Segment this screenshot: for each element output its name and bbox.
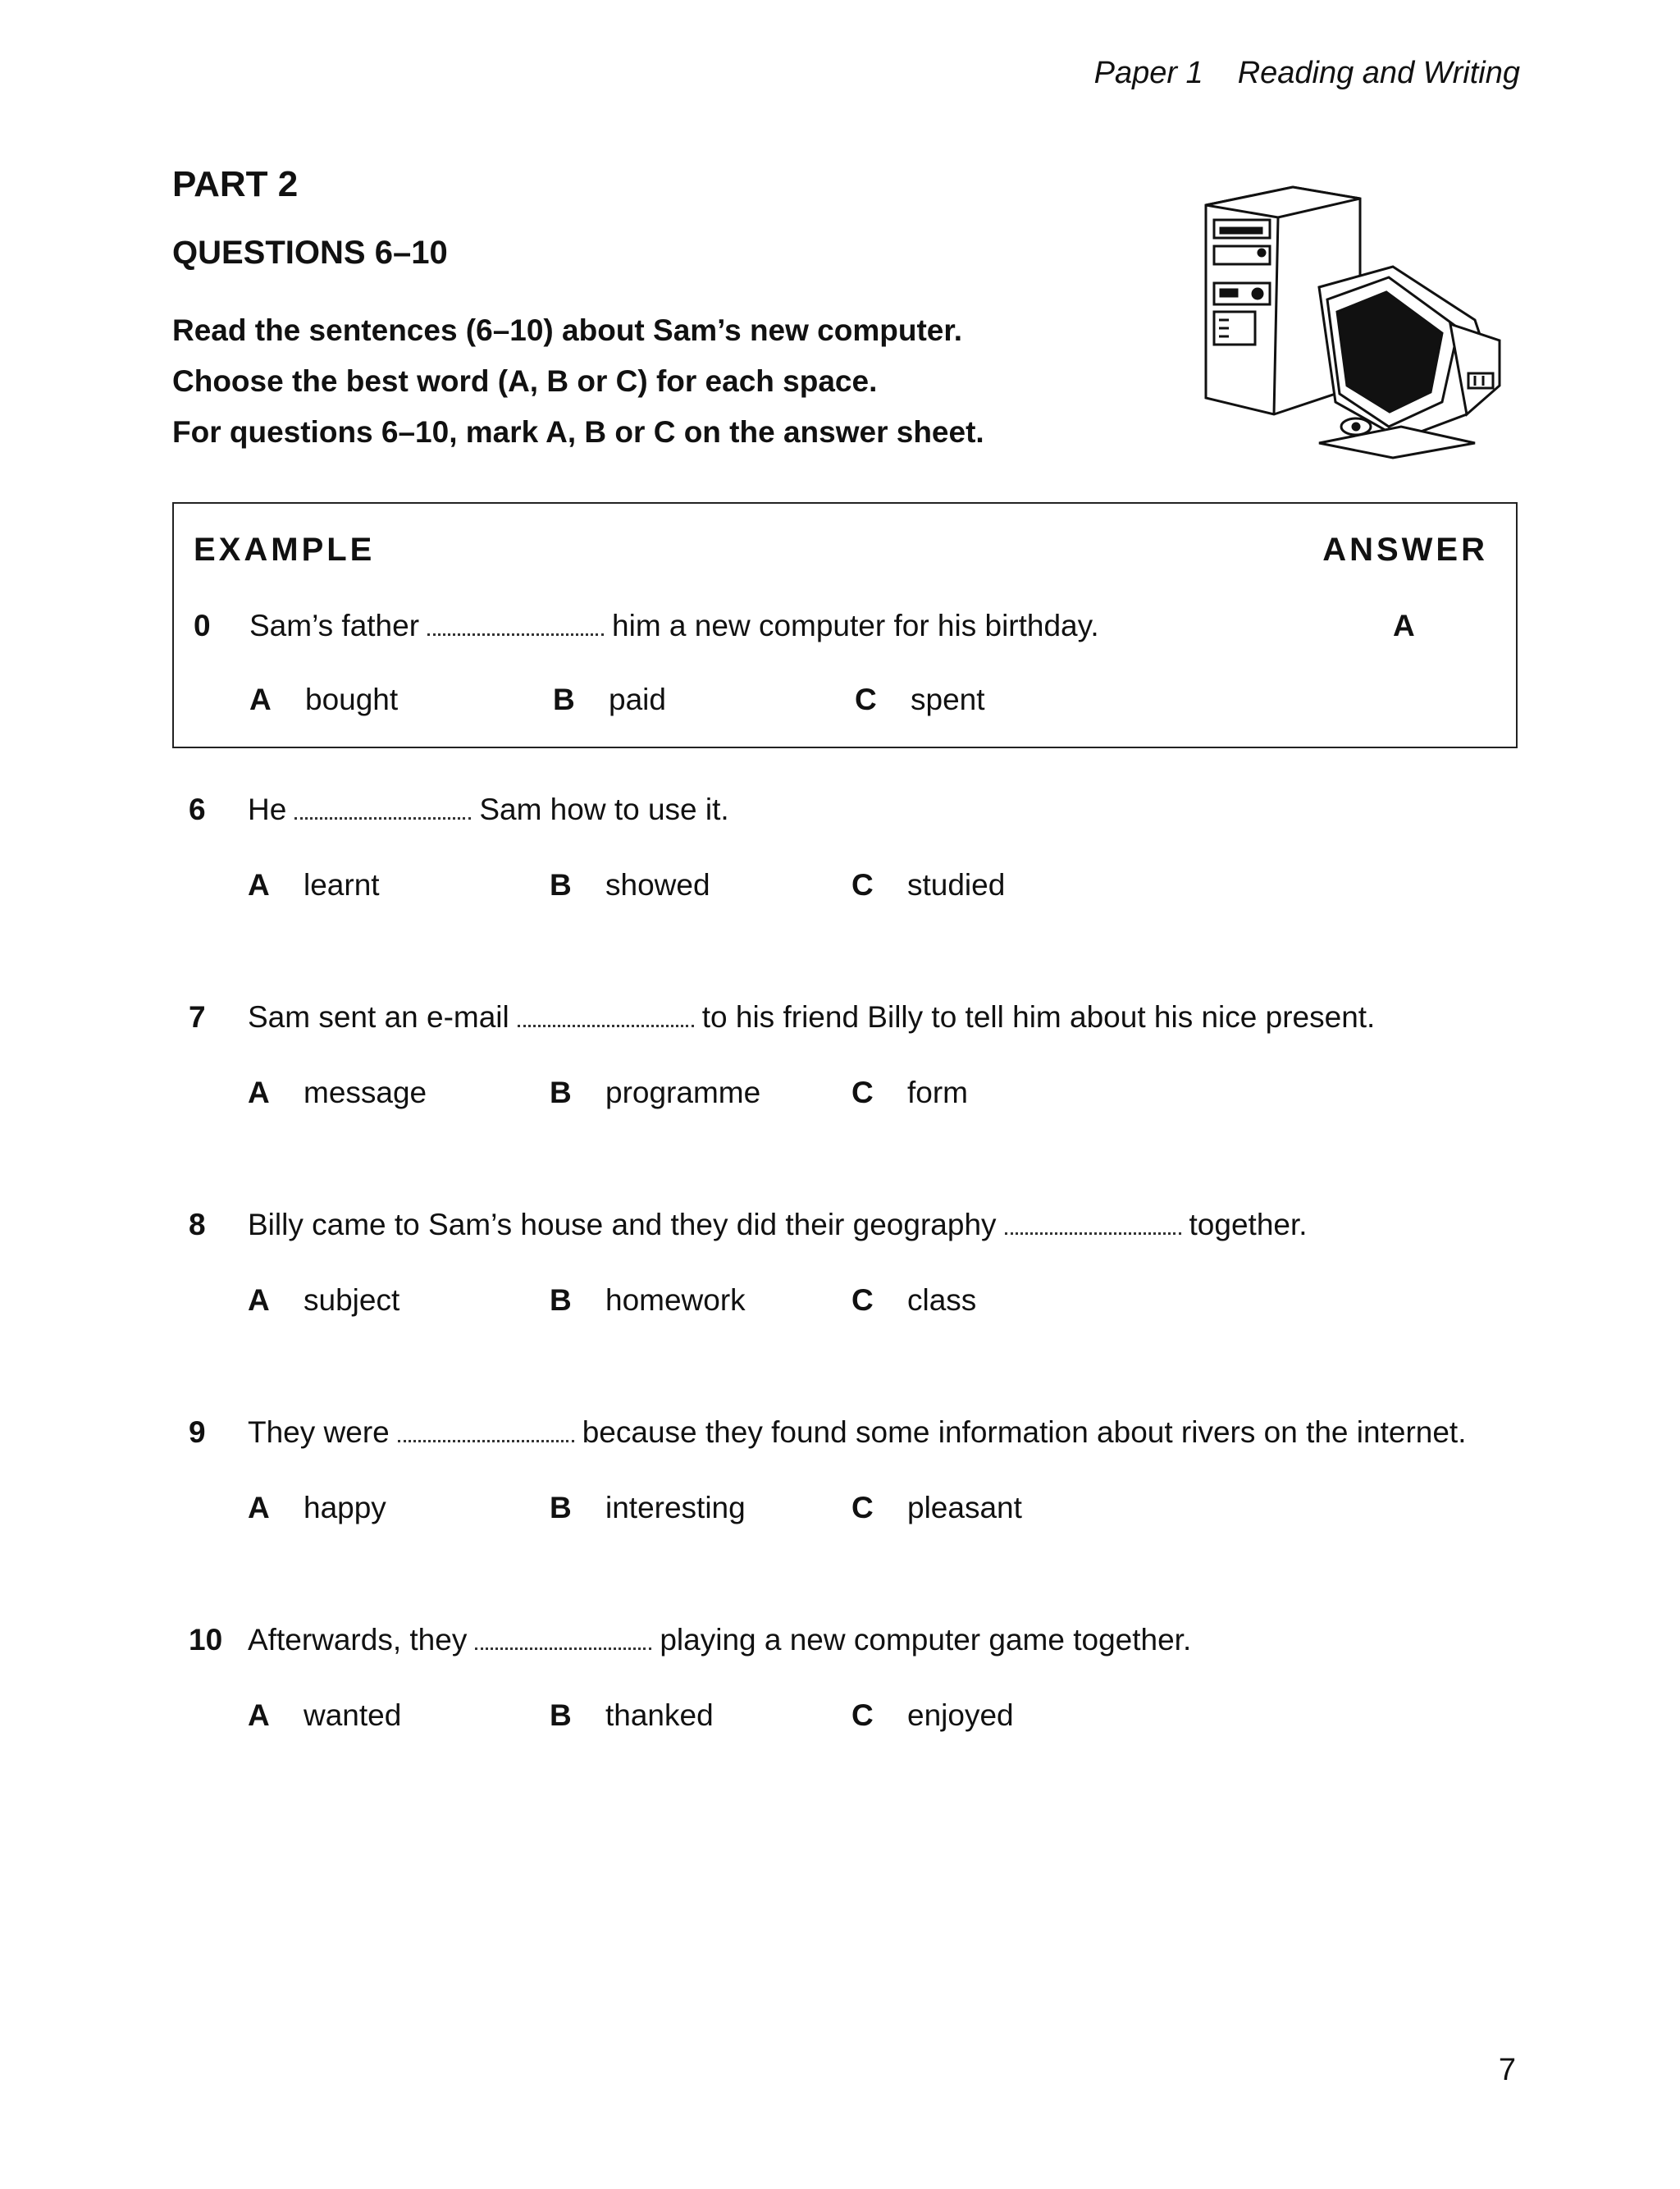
example-label: EXAMPLE [194, 532, 376, 568]
instructions [172, 305, 984, 458]
option-a[interactable]: A learnt [248, 868, 380, 902]
page-number: 7 [1498, 2053, 1516, 2087]
sentence-start: They were [248, 1415, 390, 1449]
sentence-end: because they found some information about rivers on the internet. [582, 1415, 1467, 1449]
option-c[interactable]: C pleasant [851, 1491, 1022, 1524]
section-label: Reading and Writing [1237, 56, 1520, 90]
option-c[interactable]: C studied [851, 868, 1006, 902]
question-sentence [248, 793, 729, 827]
question-10 [189, 1623, 1534, 1738]
example-box [172, 502, 1518, 748]
example-number: 0 [194, 609, 211, 642]
blank [294, 812, 471, 820]
sentence-end: to his friend Billy to tell him about his nice present. [701, 1000, 1376, 1034]
example-answer: A [1393, 609, 1415, 642]
paper-label: Paper 1 [1093, 56, 1203, 90]
question-sentence [248, 1415, 1467, 1450]
sentence-end: playing a new computer game together. [660, 1623, 1192, 1657]
blank [398, 1435, 574, 1442]
sentence-end: Sam how to use it. [479, 793, 729, 826]
part-title: PART 2 [172, 164, 299, 204]
sentence-start: Sam sent an e-mail [248, 1000, 509, 1034]
option-a[interactable]: A wanted [248, 1698, 402, 1732]
example-sentence [249, 609, 1099, 643]
sentence-start: He [248, 793, 287, 826]
blank [475, 1643, 651, 1650]
question-number: 9 [189, 1415, 206, 1449]
question-number: 7 [189, 1000, 206, 1034]
sentence-end: together. [1189, 1208, 1308, 1241]
blank [1005, 1227, 1181, 1235]
option-b[interactable]: B homework [550, 1283, 746, 1317]
option-a[interactable]: A happy [248, 1491, 386, 1524]
question-8 [189, 1208, 1534, 1323]
question-sentence [248, 1208, 1308, 1242]
blank [518, 1020, 694, 1027]
option-c[interactable]: C form [851, 1076, 968, 1109]
option-c[interactable]: C class [851, 1283, 977, 1317]
question-number: 10 [189, 1623, 223, 1657]
instruction-line: Choose the best word (A, B or C) for each space. [172, 364, 878, 398]
instruction-line: For questions 6–10, mark A, B or C on the answer sheet. [172, 415, 984, 449]
option-b: B paid [553, 683, 666, 716]
question-9 [189, 1415, 1534, 1530]
option-b[interactable]: B programme [550, 1076, 761, 1109]
option-a: A bought [249, 683, 399, 716]
questions-title: QUESTIONS 6–10 [172, 235, 448, 271]
question-6 [189, 793, 1534, 907]
sentence-start: Afterwards, they [248, 1623, 468, 1657]
sentence-start: Billy came to Sam’s house and they did their geography [248, 1208, 997, 1241]
question-7 [189, 1000, 1534, 1115]
question-number: 8 [189, 1208, 206, 1241]
instruction-line: Read the sentences (6–10) about Sam’s new computer. [172, 313, 962, 347]
option-b[interactable]: B interesting [550, 1491, 746, 1524]
answer-label: ANSWER [1322, 532, 1488, 568]
question-sentence [248, 1000, 1375, 1035]
page-header [1094, 56, 1520, 91]
option-a[interactable]: A message [248, 1076, 427, 1109]
option-b[interactable]: B showed [550, 868, 710, 902]
sentence-start: Sam’s father [249, 609, 420, 642]
option-b[interactable]: B thanked [550, 1698, 714, 1732]
blank [427, 628, 604, 636]
question-number: 6 [189, 793, 206, 826]
sentence-end: him a new computer for his birthday. [612, 609, 1099, 642]
option-c[interactable]: C enjoyed [851, 1698, 1014, 1732]
desktop-computer-icon [1196, 181, 1508, 459]
option-a[interactable]: A subject [248, 1283, 400, 1317]
question-sentence [248, 1623, 1191, 1657]
option-c: C spent [855, 683, 985, 716]
